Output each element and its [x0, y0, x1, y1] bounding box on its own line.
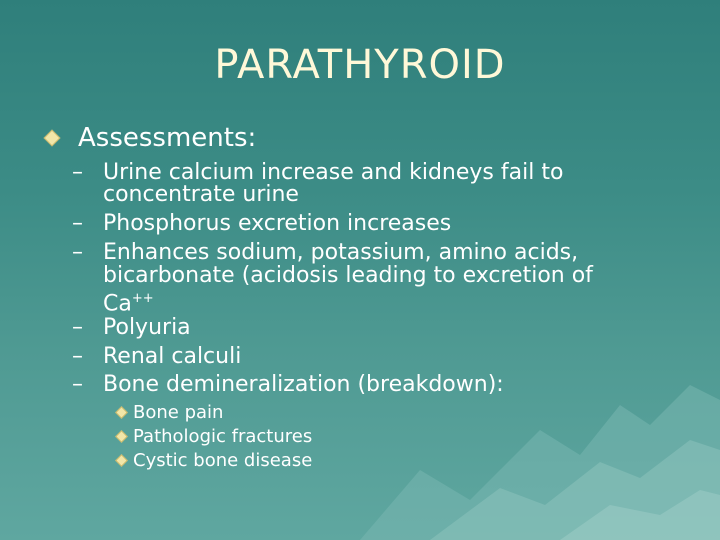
list-item-line: Enhances sodium, potassium, amino acids,	[103, 240, 579, 265]
slide-title: PARATHYROID	[214, 42, 506, 88]
sub-list-item	[117, 402, 223, 423]
diamond-bullet-icon	[115, 454, 128, 467]
list-item-line: Polyuria	[103, 315, 191, 340]
list-item-line: Urine calcium increase and kidneys fail to	[103, 160, 564, 185]
list-item-line: Renal calculi	[103, 344, 242, 369]
sub-list-item	[117, 450, 312, 471]
dash-bullet: –	[72, 372, 83, 397]
dash-bullet: –	[72, 160, 83, 185]
ca-text: Ca	[103, 291, 132, 317]
sub-list-item-text: Cystic bone disease	[133, 450, 313, 471]
dash-bullet: –	[72, 211, 83, 236]
dash-bullet: –	[72, 240, 83, 265]
heading-text: Assessments:	[78, 123, 257, 153]
list-item-line: Phosphorus excretion increases	[103, 211, 452, 236]
charge-superscript: ++	[131, 291, 154, 306]
sub-list-item	[117, 426, 312, 447]
list-item-line: bicarbonate (acidosis leading to excretion of	[103, 263, 593, 288]
list-item-line-with-sup	[103, 287, 154, 316]
dash-bullet: –	[72, 315, 83, 340]
diamond-bullet-icon	[115, 406, 128, 419]
sub-list-item-text: Bone pain	[133, 402, 224, 423]
heading-bullet	[46, 123, 256, 153]
sub-list-item-text: Pathologic fractures	[133, 426, 313, 447]
list-item-line: Bone demineralization (breakdown):	[103, 372, 504, 397]
dash-bullet: –	[72, 344, 83, 369]
diamond-bullet-icon	[115, 430, 128, 443]
diamond-bullet-icon	[44, 130, 61, 147]
list-item-line: concentrate urine	[103, 182, 299, 207]
